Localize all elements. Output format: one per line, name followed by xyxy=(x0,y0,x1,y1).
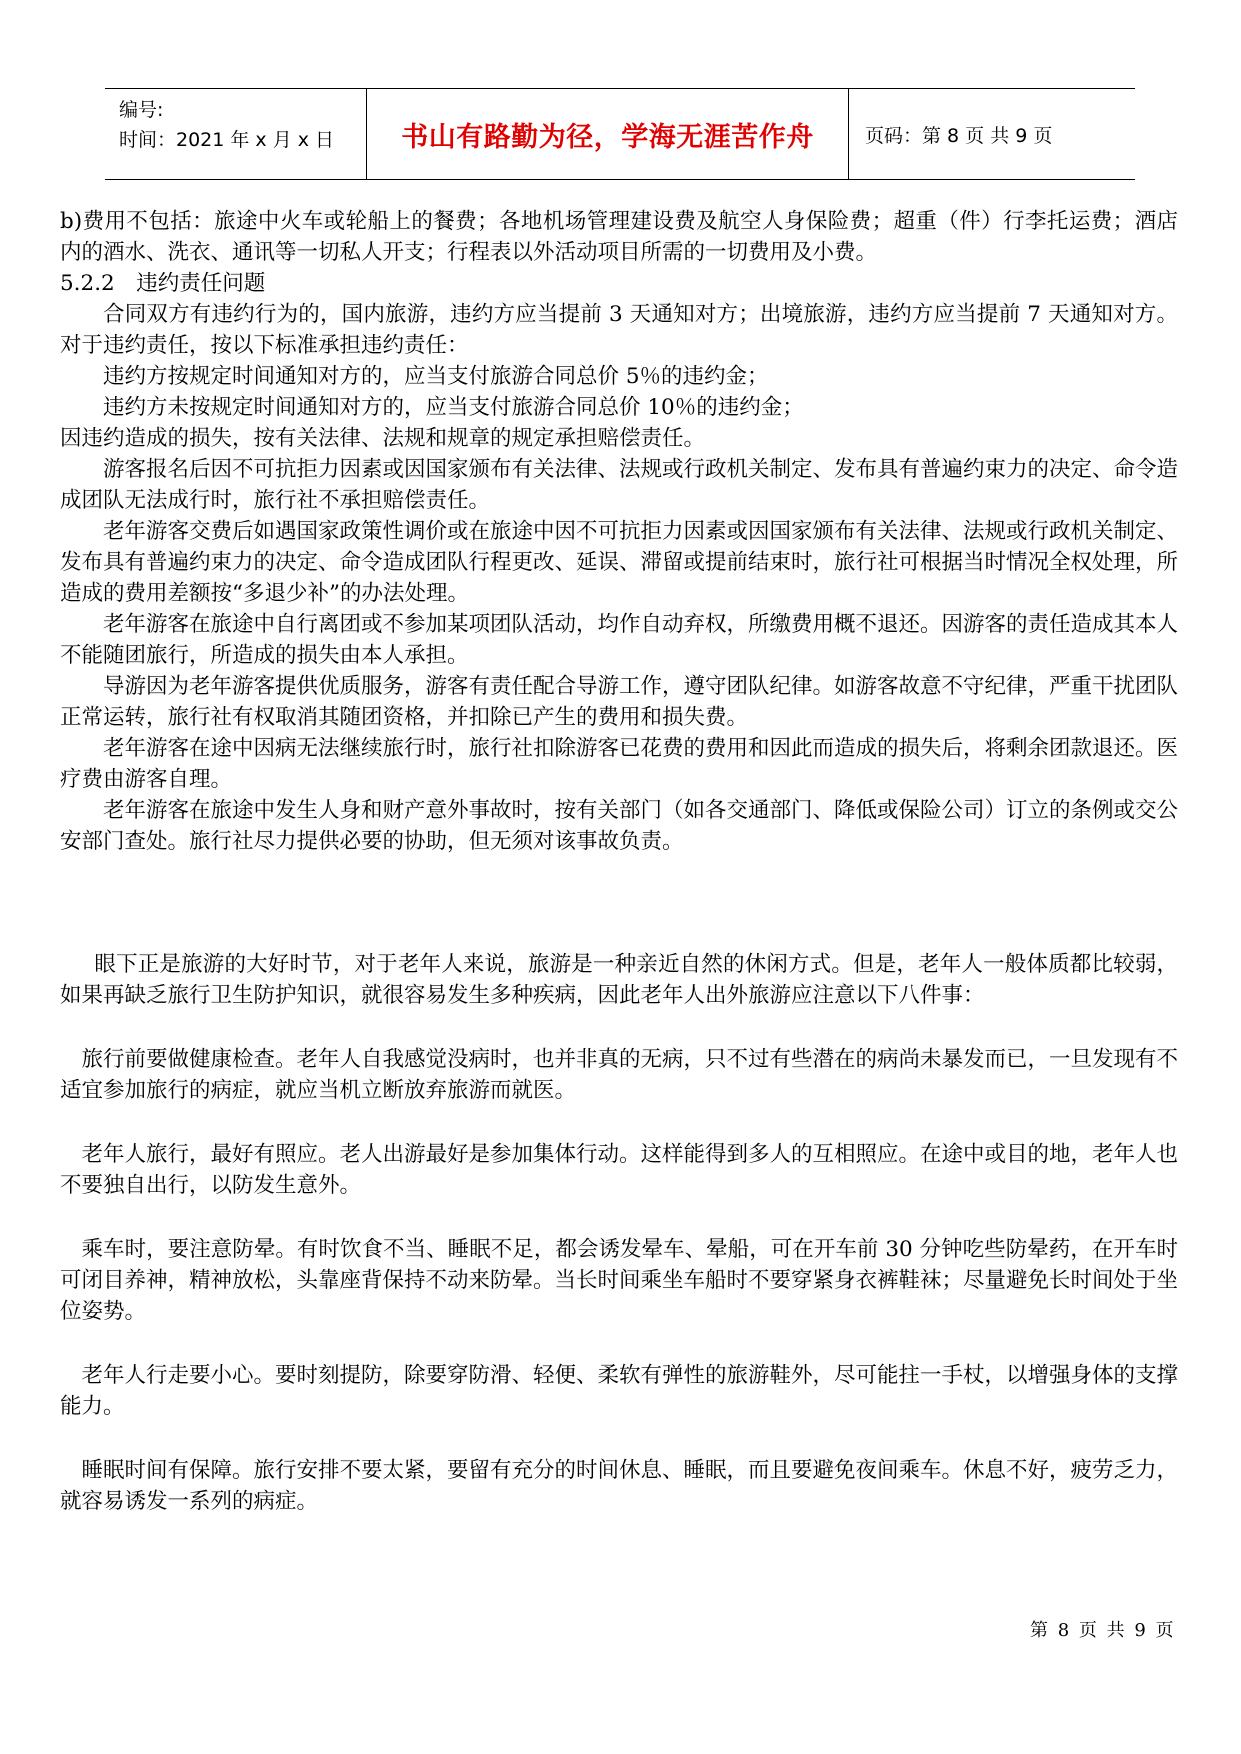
paragraph: 合同双方有违约行为的，国内旅游，违约方应当提前 3 天通知对方；出境旅游，违约方应当提前 7 天通知对方。对于违约责任，按以下标准承担违约责任： xyxy=(60,302,1178,358)
paragraph: b)费用不包括：旅途中火车或轮船上的餐费；各地机场管理建设费及航空人身保险费；超重（件）行李托运费；酒店内的酒水、洗衣、通讯等一切私人开支；行程表以外活动项目所需的一切费用及小费。 xyxy=(60,209,1178,265)
spacer xyxy=(60,857,1178,949)
paragraph: 睡眠时间有保障。旅行安排不要太紧，要留有充分的时间休息、睡眠，而且要避免夜间乘车。休息不好，疲劳乏力，就容易诱发一系列的病症。 xyxy=(60,1458,1179,1514)
paragraph: 因违约造成的损失，按有关法律、法规和规章的规定承担赔偿责任。 xyxy=(60,426,706,451)
page-footer: 第 8 页 共 9 页 xyxy=(1030,1620,1176,1641)
header-info xyxy=(105,89,367,179)
paragraph: 导游因为老年游客提供优质服务，游客有责任配合导游工作，遵守团队纪律。如游客故意不守纪律，严重干扰团队正常运转，旅行社有权取消其随团资格，并扣除已产生的费用和损失费。 xyxy=(60,674,1179,730)
paragraph: 老年人行走要小心。要时刻提防，除要穿防滑、轻便、柔软有弹性的旅游鞋外，尽可能拄一手杖，以增强身体的支撑能力。 xyxy=(60,1363,1179,1419)
paragraph: 违约方未按规定时间通知对方的，应当支付旅游合同总价 10％的违约金； xyxy=(103,395,804,420)
paragraph: 老年游客交费后如遇国家政策性调价或在旅途中因不可抗拒力因素或因国家颁布有关法律、法规或行政机关制定、发布具有普遍约束力的决定、命令造成团队行程更改、延误、滞留或提前结束时，旅行社可根据当时情况全权处理，所造成的费用差额按“多退少补”的办法处理。 xyxy=(60,519,1179,606)
spacer xyxy=(60,1011,1178,1044)
paragraph: 老年游客在途中因病无法继续旅行时，旅行社扣除游客已花费的费用和因此而造成的损失后，将剩余团款退还。医疗费由游客自理。 xyxy=(60,736,1179,792)
number-label: 编号: xyxy=(119,99,164,121)
time-label: 时间：2021 年 x 月 x 日 xyxy=(119,129,335,151)
spacer xyxy=(60,1327,1178,1360)
paragraph: 老年游客在旅途中发生人身和财产意外事故时，按有关部门（如各交通部门、降低或保险公司）订立的条例或交公安部门查处。旅行社尽力提供必要的协助，但无须对该事故负责。 xyxy=(60,798,1179,854)
paragraph: 眼下正是旅游的大好时节，对于老年人来说，旅游是一种亲近自然的休闲方式。但是，老年人一般体质都比较弱，如果再缺乏旅行卫生防护知识，就很容易发生多种疾病，因此老年人出外旅游应注意以下八件事： xyxy=(60,952,1178,1008)
paragraph: 老年游客在旅途中自行离团或不参加某项团队活动，均作自动弃权，所缴费用概不退还。因游客的责任造成其本人不能随团旅行，所造成的损失由本人承担。 xyxy=(60,612,1179,668)
header-motto: 书山有路勤为径，学海无涯苦作舟 xyxy=(367,89,849,179)
paragraph: 乘车时，要注意防晕。有时饮食不当、睡眠不足，都会诱发晕车、晕船，可在开车前 30 分钟吃些防晕药，在开车时可闭目养神，精神放松，头靠座背保持不动来防晕。当长时间乘坐车船时不要穿紧身衣裤鞋袜；尽量避免长时间处于坐位姿势。 xyxy=(60,1237,1179,1324)
paragraph: 游客报名后因不可抗拒力因素或因国家颁布有关法律、法规或行政机关制定、发布具有普遍约束力的决定、命令造成团队无法成行时，旅行社不承担赔偿责任。 xyxy=(60,457,1179,513)
document-header xyxy=(105,88,1135,180)
paragraph: 旅行前要做健康检查。老年人自我感觉没病时，也并非真的无病，只不过有些潜在的病尚未暴发而已，一旦发现有不适宜参加旅行的病症，就应当机立断放弃旅游而就医。 xyxy=(60,1047,1179,1103)
spacer xyxy=(60,1422,1178,1455)
section-heading: 5.2.2 违约责任问题 xyxy=(60,271,266,296)
paragraph: 老年人旅行，最好有照应。老人出游最好是参加集体行动。这样能得到多人的互相照应。在途中或目的地，老年人也不要独自出行，以防发生意外。 xyxy=(60,1142,1179,1198)
document-body xyxy=(60,206,1178,1517)
spacer xyxy=(60,1106,1178,1139)
paragraph: 违约方按规定时间通知对方的，应当支付旅游合同总价 5％的违约金； xyxy=(103,364,769,389)
header-page-code: 页码：第 8 页 共 9 页 xyxy=(865,124,1053,147)
spacer xyxy=(60,1201,1178,1234)
